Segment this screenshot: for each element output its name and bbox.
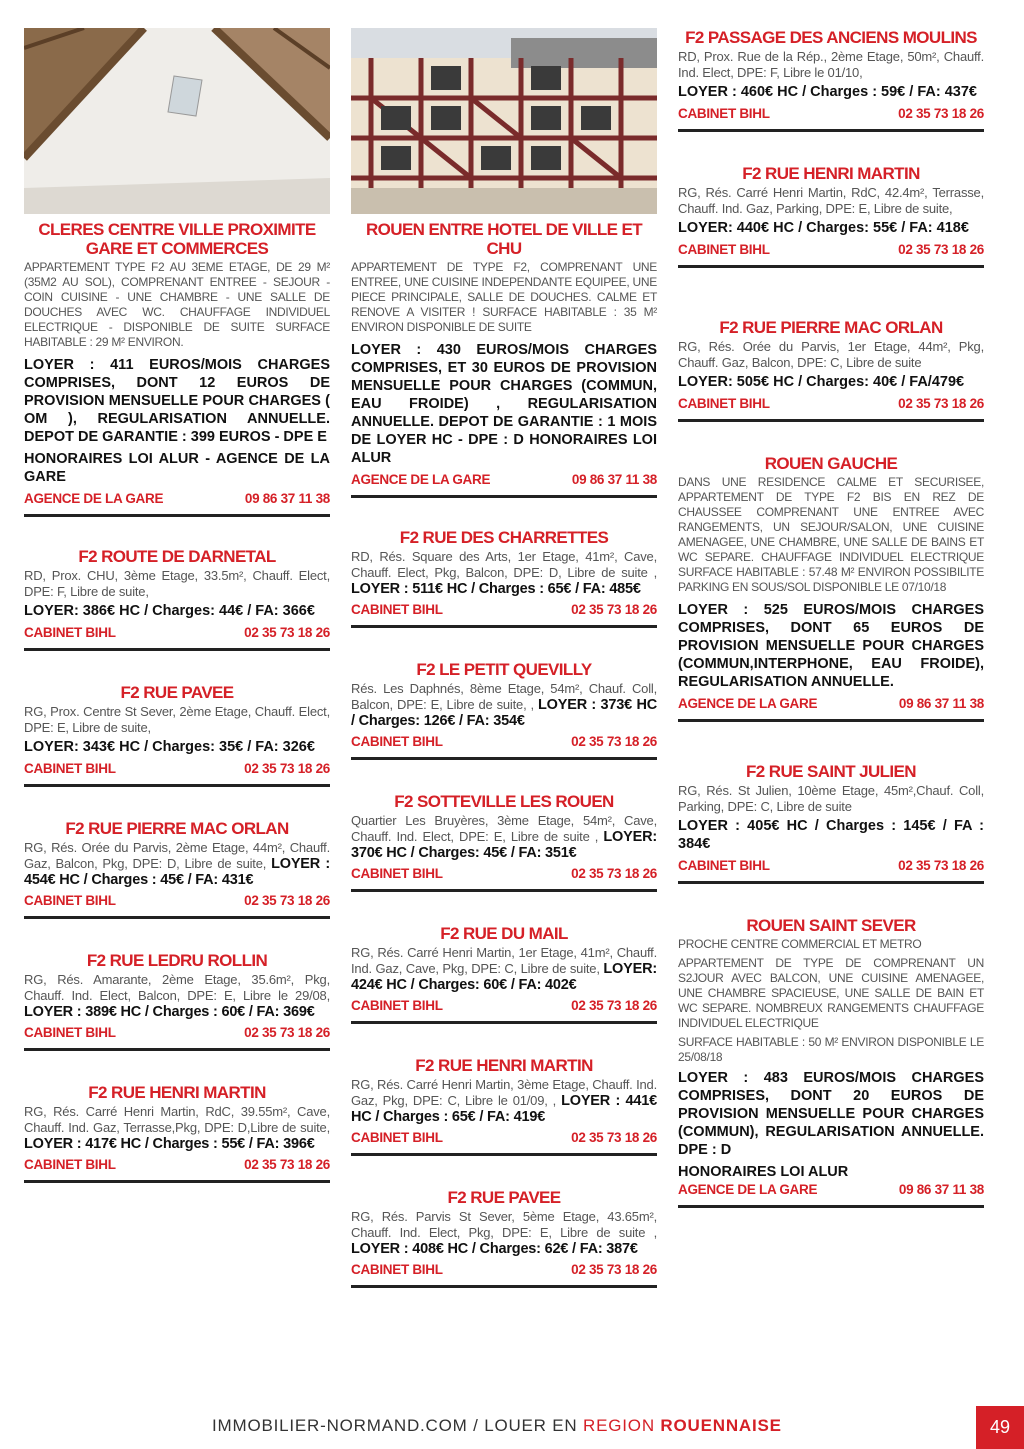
agency-name: CABINET BIHL — [24, 625, 116, 640]
listing-description: DANS UNE RESIDENCE CALME ET SECURISEE, APPARTEMENT DE TYPE F2 BIS EN REZ DE CHAUSSEE COMPRENANT UNE ENTREE AVEC RANGEMENTS, UN SEJOUR/SALON, UNE CUISINE AMENAGEE, UNE CHAMBRE, UNE SALLE DE BAINS ET WC SEPARE. CHAUFFAGE INDIVIDUEL ELECTRIQUE SURFACE HABITABLE : 57.48 M² ENVIRON POSSIBILITE PARKING EN SOUS/SOL DISPONIBLE LE 07/10/18 — [678, 475, 984, 594]
listing-description: PROCHE CENTRE COMMERCIAL ET METRO — [678, 937, 922, 951]
footer-rouennaise: ROUENNAISE — [660, 1416, 782, 1435]
listing-rent: LOYER : 430 EUROS/MOIS CHARGES COMPRISES, ET 30 EUROS DE PROVISION MENSUELLE POUR CHARGES (COMMUN, EAU FROIDE) , REGULARISATION ANNUELLE. DEPOT DE GARANTIE : 1 MOIS DE LOYER HC - DPE : D HONORAIRES LOI ALUR — [351, 342, 657, 466]
listing-title: F2 SOTTEVILLE LES ROUEN — [394, 792, 614, 811]
listing-agency — [351, 1129, 657, 1147]
listing-rent: LOYER : 408€ HC / Charges: 62€ / FA: 387€ — [351, 1241, 638, 1257]
listing-agency — [678, 1181, 984, 1199]
listing-title: F2 RUE DU MAIL — [440, 924, 568, 943]
listing-title: F2 ROUTE DE DARNETAL — [78, 547, 276, 566]
listing-title: F2 RUE PIERRE MAC ORLAN — [65, 819, 289, 838]
listing-charrettes — [351, 528, 657, 628]
listing-description-details: APPARTEMENT DE TYPE DE COMPRENANT UN S2JOUR AVEC BALCON, UNE CUISINE AMENAGEE, UNE CHAMBRE SPACIEUSE, UNE SALLE DE BAIN ET WC SEPARE. NOMBREUX RANGEMENTS CHAUFFAGE INDIVIDUEL ELECTRIQUE — [678, 956, 984, 1030]
listing-description: RG, Rés. Carré Henri Martin, 1er Etage, 41m², Chauff. Ind. Gaz, Cave, Pkg, DPE: C, Libre de suite, — [351, 945, 657, 976]
listing-description: APPARTEMENT DE TYPE F2, COMPRENANT UNE ENTREE, UNE CUISINE INDEPENDANTE EQUIPEE, UNE PIECE PRINCIPALE, SALLE DE DOUCHES. CALME ET RENOVE A VISITER ! SURFACE HABITABLE : 35 M² ENVIRON DISPONIBLE DE SUITE — [351, 260, 657, 334]
listing-description-wrap — [24, 1104, 330, 1152]
agency-name: CABINET BIHL — [678, 396, 770, 411]
listing-agency — [351, 1261, 657, 1279]
listing-rent: LOYER : 454€ HC / Charges : 45€ / FA: 431€ — [24, 856, 330, 888]
listing-agency — [351, 865, 657, 883]
listing-darnetal — [24, 547, 330, 651]
agency-phone[interactable]: 02 35 73 18 26 — [571, 866, 657, 881]
listing-rent: LOYER: 386€ HC / Charges: 44€ / FA: 366€ — [24, 603, 315, 619]
listing-rent: LOYER : 411 EUROS/MOIS CHARGES COMPRISES, DONT 12 EUROS DE PROVISION MENSUELLE POUR CHARGES ( OM ), REGULARISATION ANNUELLE. DEPOT DE GARANTIE : 399 EUROS - DPE E — [24, 357, 330, 445]
agency-name: CABINET BIHL — [678, 106, 770, 121]
listing-description: Quartier Les Bruyères, 3ème Etage, 54m², Cave, Chauff. Ind. Elect, DPE: E, Libre de suite , — [351, 813, 657, 844]
photo-attic-room — [24, 28, 330, 214]
agency-name: AGENCE DE LA GARE — [24, 491, 164, 506]
column-left — [24, 28, 330, 1183]
listing-title: F2 RUE PAVEE — [447, 1188, 561, 1207]
listing-henri-martin-2 — [351, 1056, 657, 1156]
listing-rent: LOYER: 505€ HC / Charges: 40€ / FA/479€ — [678, 374, 965, 390]
listing-description-wrap — [24, 840, 330, 888]
divider — [351, 495, 657, 498]
listing-description: RG, Rés. Carré Henri Martin, RdC, 39.55m², Cave, Chauff. Ind. Gaz, Terrasse,Pkg, DPE: D,Libre de suite, — [24, 1104, 330, 1135]
listing-rent: LOYER: 424€ HC / Charges: 60€ / FA: 402€ — [351, 961, 657, 993]
listing-agency — [351, 471, 657, 489]
agency-name: AGENCE DE LA GARE — [678, 696, 818, 711]
listing-sotteville — [351, 792, 657, 892]
listing-fees: HONORAIRES LOI ALUR — [678, 1164, 849, 1180]
agency-name: CABINET BIHL — [24, 1157, 116, 1172]
footer-site[interactable]: IMMOBILIER-NORMAND.COM — [212, 1416, 468, 1435]
divider — [24, 514, 330, 517]
listing-title: ROUEN ENTRE HOTEL DE VILLE ET CHU — [365, 220, 643, 258]
agency-phone[interactable]: 02 35 73 18 26 — [571, 1130, 657, 1145]
agency-phone[interactable]: 02 35 73 18 26 — [244, 1025, 330, 1040]
agency-name: CABINET BIHL — [24, 1025, 116, 1040]
agency-phone[interactable]: 02 35 73 18 26 — [244, 625, 330, 640]
listing-agency — [678, 105, 984, 123]
agency-phone[interactable]: 02 35 73 18 26 — [898, 242, 984, 257]
listing-title: F2 RUE PAVEE — [120, 683, 234, 702]
agency-phone[interactable]: 09 86 37 11 38 — [571, 472, 657, 487]
agency-name: CABINET BIHL — [351, 998, 443, 1013]
listing-rent: LOYER: 343€ HC / Charges: 35€ / FA: 326€ — [24, 739, 315, 755]
listing-description: RG, Rés. Carré Henri Martin, RdC, 42.4m², Terrasse, Chauff. Ind. Gaz, Parking, DPE: E, Libre de suite, — [678, 185, 984, 216]
listing-pavee-2 — [351, 1188, 657, 1288]
agency-phone[interactable]: 02 35 73 18 26 — [571, 1262, 657, 1277]
listing-description-wrap — [351, 813, 657, 861]
listing-henri-martin — [24, 1083, 330, 1183]
agency-phone[interactable]: 09 86 37 11 38 — [898, 1182, 984, 1197]
listing-title: F2 RUE HENRI MARTIN — [742, 164, 920, 183]
listing-agency — [678, 395, 984, 413]
listing-rent: LOYER : 417€ HC / Charges : 55€ / FA: 396€ — [24, 1136, 315, 1152]
listing-agency — [24, 760, 330, 778]
listing-description-wrap — [351, 945, 657, 993]
page-footer — [0, 1406, 1024, 1449]
agency-phone[interactable]: 02 35 73 18 26 — [571, 734, 657, 749]
listing-title: ROUEN SAINT SEVER — [746, 916, 916, 935]
listing-rent: LOYER : 373€ HC / Charges: 126€ / FA: 354€ — [351, 697, 657, 729]
agency-phone[interactable]: 09 86 37 11 38 — [244, 491, 330, 506]
agency-name: CABINET BIHL — [678, 858, 770, 873]
agency-phone[interactable]: 02 35 73 18 26 — [571, 998, 657, 1013]
listing-agency — [24, 490, 330, 508]
listing-anciens-moulins — [678, 28, 984, 132]
listing-description-wrap — [351, 1209, 657, 1257]
listing-rent: LOYER : 483 EUROS/MOIS CHARGES COMPRISES, DONT 20 EUROS DE PROVISION MENSUELLE POUR CHARGES (COMMUN), REGULARISATION ANNUELLE. DPE : D — [678, 1070, 984, 1158]
listing-mac-orlan — [24, 819, 330, 919]
listing-mac-orlan-2 — [678, 318, 984, 422]
listing-description-wrap — [351, 1077, 657, 1125]
agency-phone[interactable]: 02 35 73 18 26 — [244, 761, 330, 776]
listing-saint-sever — [678, 916, 984, 1208]
photo-half-timbered-building — [351, 28, 657, 214]
listing-rent: LOYER : 511€ HC / Charges : 65€ / FA: 485€ — [351, 581, 641, 597]
attic-room-image — [24, 28, 330, 214]
listing-title: F2 LE PETIT QUEVILLY — [416, 660, 592, 679]
listing-agency — [24, 1024, 330, 1042]
agency-name: AGENCE DE LA GARE — [351, 472, 491, 487]
listing-description: RG, Rés. Orée du Parvis, 1er Etage, 44m², Pkg, Chauff. Gaz, Balcon, DPE: C, Libre de suite — [678, 339, 984, 370]
listing-rent: LOYER : 389€ HC / Charges : 60€ / FA: 369€ — [24, 1004, 315, 1020]
listing-title: F2 RUE DES CHARRETTES — [399, 528, 609, 547]
page-number: 49 — [976, 1406, 1024, 1449]
listing-title: F2 RUE HENRI MARTIN — [415, 1056, 593, 1075]
listing-title: ROUEN GAUCHE — [764, 454, 898, 473]
listing-rue-du-mail — [351, 924, 657, 1024]
agency-phone[interactable]: 09 86 37 11 38 — [898, 696, 984, 711]
listing-title: F2 RUE LEDRU ROLLIN — [86, 951, 268, 970]
listing-agency — [351, 733, 657, 751]
agency-name: CABINET BIHL — [351, 602, 443, 617]
listing-surface: SURFACE HABITABLE : 50 M² ENVIRON DISPONIBLE LE 25/08/18 — [678, 1035, 984, 1064]
listing-rent: LOYER: 370€ HC / Charges: 45€ / FA: 351€ — [351, 829, 657, 861]
listing-henri-martin-3 — [678, 164, 984, 268]
listing-agency — [24, 1156, 330, 1174]
agency-name: AGENCE DE LA GARE — [678, 1182, 818, 1197]
listing-description: RD, Rés. Square des Arts, 1er Etage, 41m², Cave, Chauff. Elect, Pkg, Balcon, DPE: D, Libre de suite , — [351, 549, 657, 580]
listing-title: CLERES CENTRE VILLE PROXIMITE GARE ET COMMERCES — [38, 220, 316, 258]
listing-description: APPARTEMENT TYPE F2 AU 3EME ETAGE, DE 29 M² (35M2 AU SOL), COMPRENANT ENTREE - SEJOUR - COIN CUISINE - UNE CHAMBRE - UNE SALLE DE DOUCHES AVEC WC. CHAUFFAGE INDIVIDUEL ELECTRIQUE - DISPONIBLE DE SUITE SURFACE HABITABLE : 29 M² ENVIRON. — [24, 260, 330, 349]
listing-agency — [24, 892, 330, 910]
listing-rent: LOYER: 440€ HC / Charges: 55€ / FA: 418€ — [678, 220, 969, 236]
listing-description: RD, Prox. CHU, 3ème Etage, 33.5m², Chauff. Elect, DPE: F, Libre de suite, — [24, 568, 330, 599]
column-right — [678, 28, 984, 1208]
listing-rent: LOYER : 405€ HC / Charges : 145€ / FA : 384€ — [678, 818, 984, 852]
agency-phone[interactable]: 02 35 73 18 26 — [244, 1157, 330, 1172]
footer-region: REGION — [583, 1416, 661, 1435]
listing-description-wrap — [351, 681, 657, 729]
listing-ledru-rollin — [24, 951, 330, 1051]
listing-description: RG, Prox. Centre St Sever, 2ème Etage, Chauff. Elect, DPE: E, Libre de suite, — [24, 704, 330, 735]
footer-separator: / — [467, 1416, 485, 1435]
listing-rent: LOYER : 441€ HC / Charges : 65€ / FA: 419€ — [351, 1093, 657, 1125]
agency-name: CABINET BIHL — [24, 761, 116, 776]
listing-cleres — [24, 220, 330, 514]
agency-name: CABINET BIHL — [351, 866, 443, 881]
agency-phone[interactable]: 02 35 73 18 26 — [571, 602, 657, 617]
listing-description: RG, Rés. St Julien, 10ème Etage, 45m²,Chauf. Coll, Parking, DPE: C, Libre de suite — [678, 783, 984, 814]
listing-agency — [351, 601, 657, 619]
agency-name: CABINET BIHL — [351, 1262, 443, 1277]
listing-title: F2 RUE HENRI MARTIN — [88, 1083, 266, 1102]
listing-description: RG, Rés. Amarante, 2ème Etage, 35.6m², Pkg, Chauff. Ind. Elect, Balcon, DPE: E, Libre le 29/08, — [24, 972, 330, 1003]
listing-description-wrap — [351, 549, 657, 597]
listing-agency — [24, 624, 330, 642]
agency-name: CABINET BIHL — [678, 242, 770, 257]
listing-agency — [678, 241, 984, 259]
listing-pavee — [24, 683, 330, 787]
listing-agency — [678, 857, 984, 875]
listing-title: F2 RUE SAINT JULIEN — [746, 762, 916, 781]
agency-name: CABINET BIHL — [24, 893, 116, 908]
footer-text — [212, 1416, 782, 1436]
agency-phone[interactable]: 02 35 73 18 26 — [898, 106, 984, 121]
listing-rent: LOYER : 525 EUROS/MOIS CHARGES COMPRISES, DONT 65 EUROS DE PROVISION MENSUELLE POUR CHARGES (COMMUN,INTERPHONE, EAU FROIDE), REGULARISATION ANNUELLE. — [678, 602, 984, 690]
listing-rouen-hotel-de-ville — [351, 220, 657, 495]
agency-phone[interactable]: 02 35 73 18 26 — [898, 396, 984, 411]
listing-description: Rés. Les Daphnés, 8ème Etage, 54m², Chauf. Coll, Balcon, DPE: E, Libre de suite, , — [351, 681, 657, 712]
footer-louer: LOUER EN — [484, 1416, 584, 1435]
listing-saint-julien — [678, 762, 984, 884]
listing-title: F2 PASSAGE DES ANCIENS MOULINS — [685, 28, 977, 47]
listing-description-wrap — [24, 972, 330, 1020]
listing-agency — [678, 695, 984, 713]
listing-agency — [351, 997, 657, 1015]
listing-title: F2 RUE PIERRE MAC ORLAN — [719, 318, 943, 337]
listing-rouen-gauche — [678, 454, 984, 722]
listing-description: RD, Prox. Rue de la Rép., 2ème Etage, 50m², Chauff. Ind. Elect, DPE: F, Libre le 01/10, — [678, 49, 984, 80]
listing-description: RG, Rés. Carré Henri Martin, 3ème Etage, Chauff. Ind. Gaz, Pkg, DPE: C, Libre le 01/09, , — [351, 1077, 657, 1108]
column-middle — [351, 28, 657, 1288]
listing-description: RG, Rés. Parvis St Sever, 5ème Etage, 43.65m², Chauff. Ind. Elect, Pkg, DPE: E, Libre de suite , — [351, 1209, 657, 1240]
half-timbered-building-image — [351, 28, 657, 214]
listing-petit-quevilly — [351, 660, 657, 760]
listing-fees: HONORAIRES LOI ALUR - AGENCE DE LA GARE — [24, 451, 330, 485]
agency-name: CABINET BIHL — [351, 734, 443, 749]
agency-name: CABINET BIHL — [351, 1130, 443, 1145]
agency-phone[interactable]: 02 35 73 18 26 — [898, 858, 984, 873]
listing-description: RG, Rés. Orée du Parvis, 2ème Etage, 44m², Chauff. Gaz, Balcon, Pkg, DPE: D, Libre de suite, — [24, 840, 330, 871]
listing-rent: LOYER : 460€ HC / Charges : 59€ / FA: 437€ — [678, 84, 977, 100]
agency-phone[interactable]: 02 35 73 18 26 — [244, 893, 330, 908]
